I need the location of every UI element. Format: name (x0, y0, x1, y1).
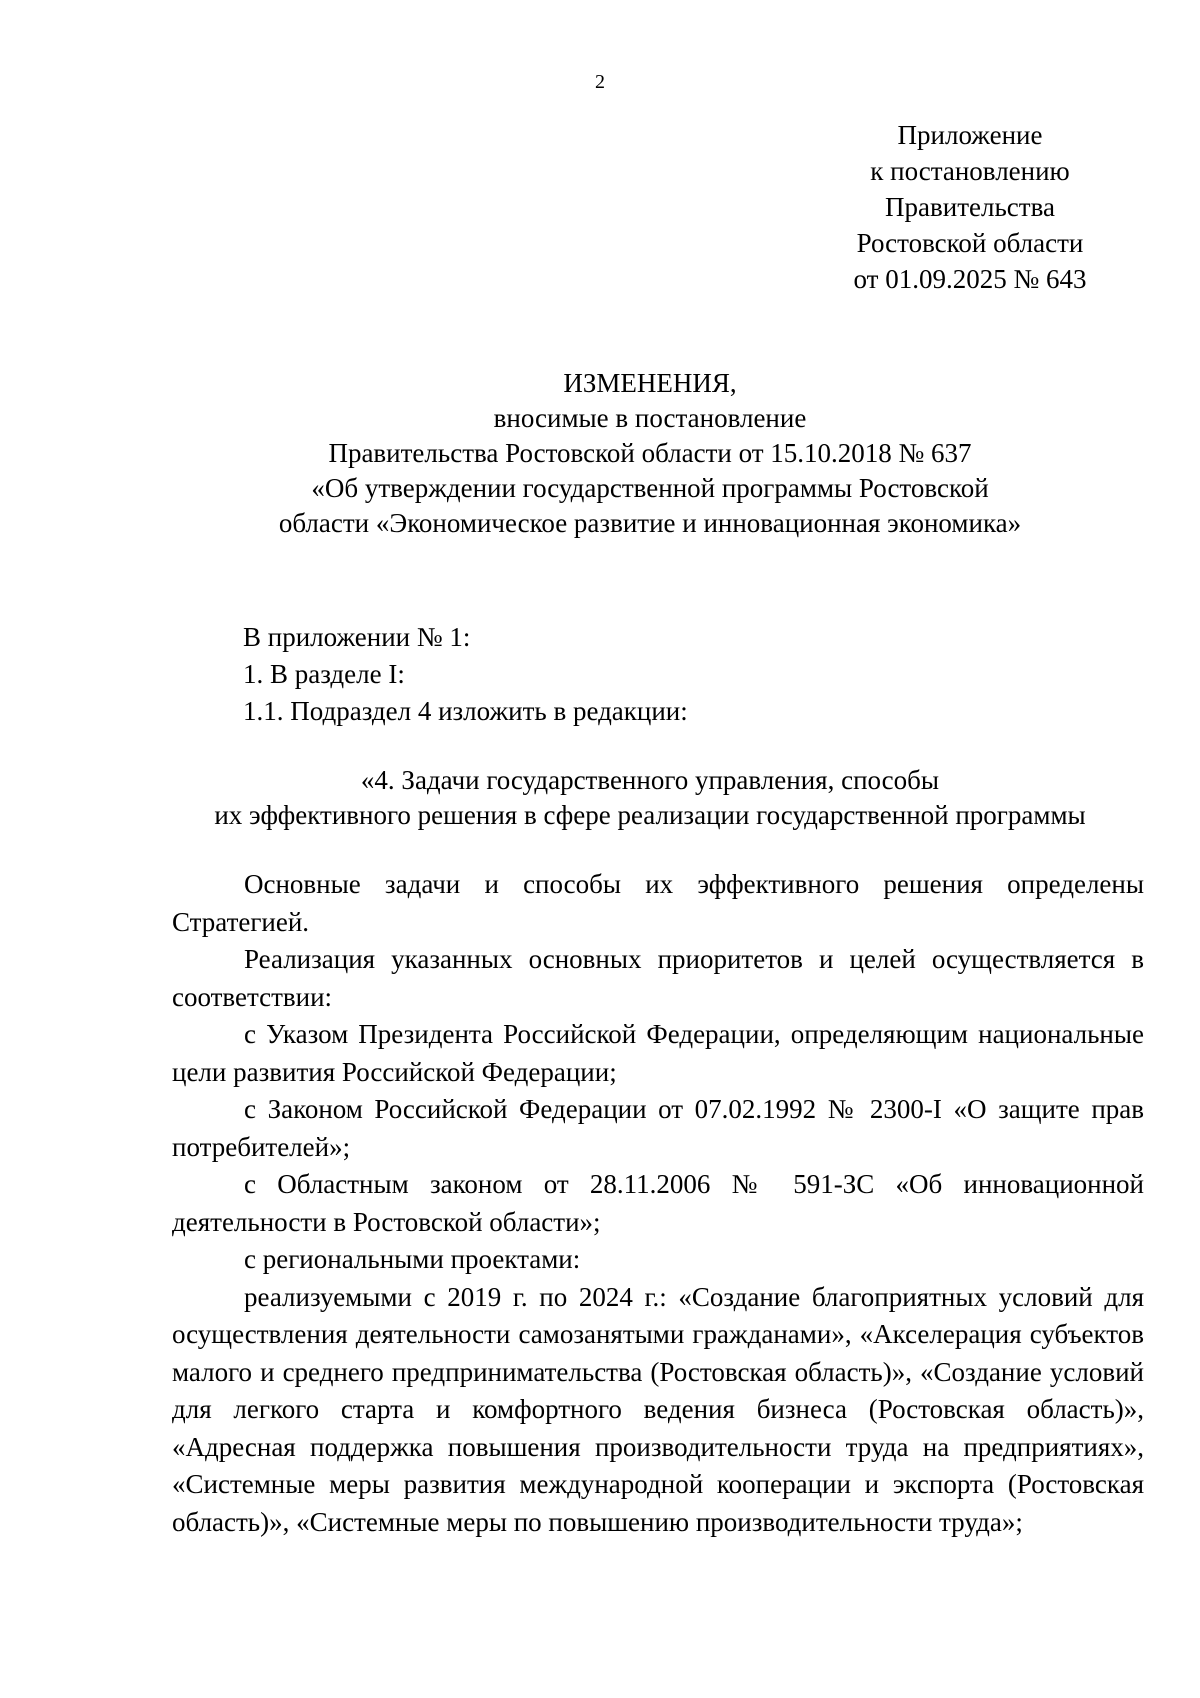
title-line: Правительства Ростовской области от 15.10.2018 № 637 (328, 438, 972, 468)
title-line: ИЗМЕНЕНИЯ, (563, 368, 737, 398)
intro-line: 1.1. Подраздел 4 изложить в редакции: (243, 696, 688, 726)
document-title (150, 366, 1150, 541)
intro-line: 1. В разделе I: (243, 659, 405, 689)
paragraph: с Указом Президента Российской Федерации, определяющим национальные цели развития Российской Федерации; (172, 1019, 1144, 1087)
appendix-line: к постановлению (870, 156, 1070, 186)
title-line: области «Экономическое развитие и инновационная экономика» (278, 508, 1022, 538)
appendix-reference (820, 117, 1120, 297)
subsection-heading (150, 763, 1150, 833)
subheading-line: «4. Задачи государственного управления, способы (360, 765, 940, 795)
appendix-line: Правительства (885, 192, 1055, 222)
paragraph: Основные задачи и способы их эффективного решения определены Стратегией. (172, 869, 1144, 937)
appendix-line: Ростовской области (856, 228, 1084, 258)
amendment-intro (243, 619, 688, 730)
page-number: 2 (595, 71, 605, 93)
paragraph: Реализация указанных основных приоритетов и целей осуществляется в соответствии: (172, 944, 1144, 1012)
paragraph: с Законом Российской Федерации от 07.02.1992 № 2300-I «О защите прав потребителей»; (172, 1094, 1144, 1162)
appendix-line: от 01.09.2025 № 643 (853, 264, 1087, 294)
paragraph: реализуемыми с 2019 г. по 2024 г.: «Создание благоприятных условий для осуществления деятельности самозанятыми гражданами», «Акселерация субъектов малого и среднего предпринимательства (Ростовская область)», «Создание условий для легкого старта и комфортного ведения бизнеса (Ростовская область)», «Адресная поддержка повышения производительности труда на предприятиях», «Системные меры развития международной кооперации и экспорта (Ростовская область)», «Системные меры по повышению производительности труда»; (172, 1281, 1144, 1537)
paragraph: с региональными проектами: (244, 1244, 581, 1274)
title-line: «Об утверждении государственной программы Ростовской (311, 473, 989, 503)
intro-line: В приложении № 1: (243, 622, 471, 652)
body-text (172, 866, 1144, 1541)
paragraph: с Областным законом от 28.11.2006 № 591-ЗС «Об инновационной деятельности в Ростовской области»; (172, 1169, 1144, 1237)
appendix-line: Приложение (897, 120, 1043, 150)
title-line: вносимые в постановление (493, 403, 807, 433)
subheading-line: их эффективного решения в сфере реализации государственной программы (214, 800, 1086, 830)
